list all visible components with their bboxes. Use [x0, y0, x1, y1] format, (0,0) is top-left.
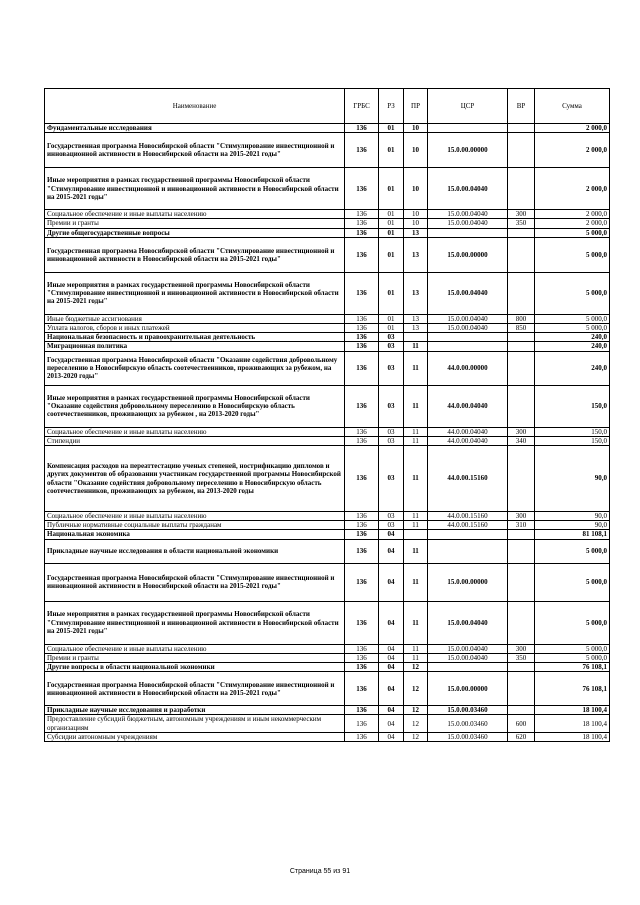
row-grbs-cell: 136: [345, 324, 379, 333]
row-pr-cell: 10: [404, 168, 428, 210]
row-csr-cell: 44.0.00.00000: [428, 351, 508, 385]
table-row: [45, 342, 610, 351]
row-sum-cell: 2 000,0: [535, 124, 610, 133]
row-grbs-cell: 136: [345, 219, 379, 228]
table-header-row: [45, 89, 610, 124]
table-row: [45, 324, 610, 333]
table-row: [45, 530, 610, 539]
row-grbs-cell: 136: [345, 732, 379, 741]
row-vr-cell: 340: [508, 436, 535, 445]
row-rz-cell: 01: [379, 228, 404, 237]
row-pr-cell: 10: [404, 133, 428, 168]
table-row: [45, 563, 610, 601]
row-pr-cell: 11: [404, 539, 428, 563]
row-grbs-cell: 136: [345, 385, 379, 427]
table-row: [45, 133, 610, 168]
row-rz-cell: 04: [379, 672, 404, 706]
row-sum-cell: 5 000,0: [535, 324, 610, 333]
row-grbs-cell: 136: [345, 653, 379, 662]
row-sum-cell: 5 000,0: [535, 539, 610, 563]
row-name-cell: Социальное обеспечение и иные выплаты населению: [45, 644, 345, 653]
row-pr-cell: 12: [404, 672, 428, 706]
row-sum-cell: 5 000,0: [535, 272, 610, 314]
row-rz-cell: 04: [379, 563, 404, 601]
row-name-cell: Иные мероприятия в рамках государственной программы Новосибирской области "Стимулирование инвестиционной и инновационной активности в Новосибирской области на 2015-2021 годы": [45, 272, 345, 314]
row-grbs-cell: 136: [345, 210, 379, 219]
row-vr-cell: [508, 539, 535, 563]
row-rz-cell: 01: [379, 133, 404, 168]
row-csr-cell: 44.0.00.04040: [428, 436, 508, 445]
table-row: [45, 333, 610, 342]
row-sum-cell: 5 000,0: [535, 314, 610, 323]
row-grbs-cell: 136: [345, 237, 379, 272]
table-row: [45, 521, 610, 530]
row-vr-cell: [508, 706, 535, 715]
row-name-cell: Уплата налогов, сборов и иных платежей: [45, 324, 345, 333]
row-csr-cell: 44.0.00.15160: [428, 512, 508, 521]
row-name-cell: Прикладные научные исследования и разработки: [45, 706, 345, 715]
row-sum-cell: 90,0: [535, 521, 610, 530]
row-name-cell: Публичные нормативные социальные выплаты гражданам: [45, 521, 345, 530]
row-rz-cell: 04: [379, 715, 404, 732]
row-rz-cell: 03: [379, 342, 404, 351]
row-pr-cell: 11: [404, 446, 428, 512]
header-rz: РЗ: [379, 89, 404, 124]
row-vr-cell: [508, 446, 535, 512]
row-vr-cell: 800: [508, 314, 535, 323]
row-vr-cell: [508, 272, 535, 314]
row-grbs-cell: 136: [345, 272, 379, 314]
row-sum-cell: 5 000,0: [535, 653, 610, 662]
table-row: [45, 228, 610, 237]
row-rz-cell: 04: [379, 732, 404, 741]
table-row: [45, 446, 610, 512]
row-vr-cell: 600: [508, 715, 535, 732]
row-pr-cell: 12: [404, 663, 428, 672]
row-name-cell: Стипендии: [45, 436, 345, 445]
row-pr-cell: 11: [404, 512, 428, 521]
row-grbs-cell: 136: [345, 521, 379, 530]
row-rz-cell: 04: [379, 653, 404, 662]
row-pr-cell: 12: [404, 732, 428, 741]
row-grbs-cell: 136: [345, 168, 379, 210]
table-row: [45, 124, 610, 133]
row-vr-cell: [508, 342, 535, 351]
row-rz-cell: 03: [379, 446, 404, 512]
row-rz-cell: 03: [379, 512, 404, 521]
row-csr-cell: 15.0.00.04040: [428, 168, 508, 210]
table-row: [45, 210, 610, 219]
row-rz-cell: 03: [379, 521, 404, 530]
row-rz-cell: 04: [379, 644, 404, 653]
row-csr-cell: 15.0.00.03460: [428, 732, 508, 741]
row-sum-cell: 2 000,0: [535, 133, 610, 168]
row-rz-cell: 04: [379, 539, 404, 563]
row-csr-cell: 15.0.00.04040: [428, 210, 508, 219]
row-grbs-cell: 136: [345, 539, 379, 563]
row-grbs-cell: 136: [345, 427, 379, 436]
row-csr-cell: 15.0.00.04040: [428, 324, 508, 333]
row-sum-cell: 90,0: [535, 446, 610, 512]
row-sum-cell: 5 000,0: [535, 601, 610, 644]
row-pr-cell: 13: [404, 228, 428, 237]
row-vr-cell: 620: [508, 732, 535, 741]
row-vr-cell: 350: [508, 219, 535, 228]
table-row: [45, 237, 610, 272]
header-grbs: ГРБС: [345, 89, 379, 124]
row-sum-cell: 240,0: [535, 351, 610, 385]
row-csr-cell: 15.0.00.04040: [428, 314, 508, 323]
row-csr-cell: 44.0.00.04040: [428, 427, 508, 436]
row-name-cell: Предоставление субсидий бюджетным, автономным учреждениям и иным некоммерческим организациям: [45, 715, 345, 732]
row-grbs-cell: 136: [345, 436, 379, 445]
row-vr-cell: [508, 237, 535, 272]
row-grbs-cell: 136: [345, 133, 379, 168]
row-csr-cell: 15.0.00.04040: [428, 653, 508, 662]
row-csr-cell: 15.0.00.04040: [428, 601, 508, 644]
row-sum-cell: 240,0: [535, 333, 610, 342]
table-row: [45, 436, 610, 445]
row-pr-cell: 10: [404, 219, 428, 228]
row-sum-cell: 18 100,4: [535, 732, 610, 741]
row-grbs-cell: 136: [345, 706, 379, 715]
row-csr-cell: 15.0.00.04040: [428, 272, 508, 314]
row-name-cell: Компенсация расходов на переаттестацию ученых степеней, нострификацию дипломов и других документов об образовании участникам государственной программы Новосибирской области "Оказание содействия добровольному переселению в Новосибирскую область соотечественников, проживающих за рубежом, на 2013-2020 годы: [45, 446, 345, 512]
row-name-cell: Иные мероприятия в рамках государственной программы Новосибирской области "Оказание содействия добровольному переселению в Новосибирскую область соотечественников, проживающих за рубежом , на 2013-2020 годы": [45, 385, 345, 427]
row-name-cell: Государственная программа Новосибирской области "Стимулирование инвестиционной и инновационной активности в Новосибирской области на 2015-2021 годы": [45, 237, 345, 272]
header-csr: ЦСР: [428, 89, 508, 124]
table-row: [45, 672, 610, 706]
row-grbs-cell: 136: [345, 601, 379, 644]
table-row: [45, 715, 610, 732]
row-pr-cell: 11: [404, 521, 428, 530]
row-vr-cell: [508, 601, 535, 644]
row-csr-cell: [428, 663, 508, 672]
row-csr-cell: 15.0.00.00000: [428, 133, 508, 168]
row-name-cell: Социальное обеспечение и иные выплаты населению: [45, 427, 345, 436]
row-pr-cell: 11: [404, 342, 428, 351]
row-csr-cell: [428, 530, 508, 539]
row-vr-cell: 300: [508, 210, 535, 219]
row-vr-cell: 300: [508, 644, 535, 653]
row-grbs-cell: 136: [345, 563, 379, 601]
row-pr-cell: 13: [404, 324, 428, 333]
table-row: [45, 601, 610, 644]
row-pr-cell: 11: [404, 601, 428, 644]
row-csr-cell: [428, 342, 508, 351]
table-row: [45, 314, 610, 323]
budget-table: [44, 88, 610, 742]
row-sum-cell: 240,0: [535, 342, 610, 351]
row-rz-cell: 03: [379, 351, 404, 385]
row-grbs-cell: 136: [345, 715, 379, 732]
row-pr-cell: [404, 530, 428, 539]
row-pr-cell: 10: [404, 210, 428, 219]
row-rz-cell: 03: [379, 427, 404, 436]
row-name-cell: Государственная программа Новосибирской области "Стимулирование инвестиционной и инновационной активности в Новосибирской области на 2015-2021 годы": [45, 133, 345, 168]
row-sum-cell: 81 108,1: [535, 530, 610, 539]
row-vr-cell: [508, 530, 535, 539]
table-row: [45, 732, 610, 741]
table-row: [45, 219, 610, 228]
row-pr-cell: 11: [404, 427, 428, 436]
row-sum-cell: 150,0: [535, 427, 610, 436]
row-grbs-cell: 136: [345, 333, 379, 342]
row-csr-cell: 15.0.00.00000: [428, 237, 508, 272]
row-vr-cell: 310: [508, 521, 535, 530]
row-csr-cell: 44.0.00.15160: [428, 446, 508, 512]
row-sum-cell: 5 000,0: [535, 228, 610, 237]
row-vr-cell: [508, 385, 535, 427]
row-pr-cell: 11: [404, 385, 428, 427]
row-name-cell: Миграционная политика: [45, 342, 345, 351]
row-sum-cell: 2 000,0: [535, 210, 610, 219]
row-pr-cell: 12: [404, 715, 428, 732]
row-name-cell: Национальная экономика: [45, 530, 345, 539]
row-grbs-cell: 136: [345, 314, 379, 323]
row-sum-cell: 2 000,0: [535, 219, 610, 228]
row-sum-cell: 76 108,1: [535, 672, 610, 706]
row-vr-cell: 850: [508, 324, 535, 333]
row-rz-cell: 01: [379, 237, 404, 272]
row-name-cell: Премии и гранты: [45, 219, 345, 228]
row-grbs-cell: 136: [345, 644, 379, 653]
row-pr-cell: 13: [404, 314, 428, 323]
row-sum-cell: 150,0: [535, 385, 610, 427]
row-sum-cell: 2 000,0: [535, 168, 610, 210]
row-name-cell: Субсидии автономным учреждениям: [45, 732, 345, 741]
table-row: [45, 663, 610, 672]
row-rz-cell: 04: [379, 601, 404, 644]
row-sum-cell: 5 000,0: [535, 563, 610, 601]
row-pr-cell: 11: [404, 563, 428, 601]
row-vr-cell: [508, 663, 535, 672]
row-rz-cell: 01: [379, 124, 404, 133]
row-csr-cell: [428, 539, 508, 563]
row-sum-cell: 18 100,4: [535, 706, 610, 715]
row-vr-cell: 350: [508, 653, 535, 662]
row-pr-cell: 13: [404, 272, 428, 314]
row-name-cell: Прикладные научные исследования в области национальной экономики: [45, 539, 345, 563]
row-vr-cell: [508, 672, 535, 706]
row-sum-cell: 5 000,0: [535, 237, 610, 272]
table-row: [45, 512, 610, 521]
row-csr-cell: 44.0.00.04040: [428, 385, 508, 427]
table-row: [45, 706, 610, 715]
row-sum-cell: 18 100,4: [535, 715, 610, 732]
row-name-cell: Фундаментальные исследования: [45, 124, 345, 133]
row-name-cell: Иные мероприятия в рамках государственной программы Новосибирской области "Стимулирование инвестиционной и инновационной активности в Новосибирской области на 2015-2021 годы": [45, 168, 345, 210]
row-vr-cell: [508, 168, 535, 210]
row-csr-cell: [428, 333, 508, 342]
row-grbs-cell: 136: [345, 512, 379, 521]
row-csr-cell: 15.0.00.04040: [428, 644, 508, 653]
row-pr-cell: 12: [404, 706, 428, 715]
row-name-cell: Премии и гранты: [45, 653, 345, 662]
row-rz-cell: 01: [379, 210, 404, 219]
table-row: [45, 539, 610, 563]
row-sum-cell: 150,0: [535, 436, 610, 445]
row-rz-cell: 01: [379, 324, 404, 333]
row-pr-cell: 11: [404, 351, 428, 385]
row-name-cell: Социальное обеспечение и иные выплаты населению: [45, 512, 345, 521]
table-row: [45, 385, 610, 427]
row-grbs-cell: 136: [345, 351, 379, 385]
row-name-cell: Иные мероприятия в рамках государственной программы Новосибирской области "Стимулирование инвестиционной и инновационной активности в Новосибирской области на 2015-2021 годы": [45, 601, 345, 644]
row-csr-cell: 15.0.00.03460: [428, 715, 508, 732]
row-name-cell: Социальное обеспечение и иные выплаты населению: [45, 210, 345, 219]
row-vr-cell: [508, 133, 535, 168]
row-vr-cell: [508, 124, 535, 133]
row-grbs-cell: 136: [345, 228, 379, 237]
row-name-cell: Государственная программа Новосибирской области "Стимулирование инвестиционной и инновационной активности в Новосибирской области на 2015-2021 годы": [45, 672, 345, 706]
row-rz-cell: 03: [379, 385, 404, 427]
row-rz-cell: 01: [379, 219, 404, 228]
row-csr-cell: 15.0.00.03460: [428, 706, 508, 715]
row-rz-cell: 01: [379, 314, 404, 323]
row-grbs-cell: 136: [345, 124, 379, 133]
header-sum: Сумма: [535, 89, 610, 124]
row-pr-cell: 11: [404, 653, 428, 662]
row-pr-cell: 10: [404, 124, 428, 133]
row-name-cell: Другие общегосударственные вопросы: [45, 228, 345, 237]
row-grbs-cell: 136: [345, 446, 379, 512]
row-vr-cell: 300: [508, 427, 535, 436]
table-row: [45, 351, 610, 385]
row-grbs-cell: 136: [345, 530, 379, 539]
row-csr-cell: 15.0.00.00000: [428, 563, 508, 601]
row-sum-cell: 90,0: [535, 512, 610, 521]
table-body: [45, 124, 610, 742]
row-vr-cell: [508, 333, 535, 342]
header-pr: ПР: [404, 89, 428, 124]
row-rz-cell: 04: [379, 530, 404, 539]
row-name-cell: Иные бюджетные ассигнования: [45, 314, 345, 323]
table-row: [45, 272, 610, 314]
row-grbs-cell: 136: [345, 663, 379, 672]
row-sum-cell: 5 000,0: [535, 644, 610, 653]
header-vr: ВР: [508, 89, 535, 124]
row-rz-cell: 03: [379, 333, 404, 342]
page-number: Страница 55 из 91: [289, 868, 351, 875]
row-csr-cell: 15.0.00.00000: [428, 672, 508, 706]
row-pr-cell: 11: [404, 436, 428, 445]
row-rz-cell: 01: [379, 272, 404, 314]
row-csr-cell: [428, 124, 508, 133]
row-vr-cell: [508, 563, 535, 601]
row-pr-cell: [404, 333, 428, 342]
row-pr-cell: 11: [404, 644, 428, 653]
row-csr-cell: [428, 228, 508, 237]
row-rz-cell: 03: [379, 436, 404, 445]
row-pr-cell: 13: [404, 237, 428, 272]
row-rz-cell: 04: [379, 663, 404, 672]
row-name-cell: Другие вопросы в области национальной экономики: [45, 663, 345, 672]
table-row: [45, 427, 610, 436]
row-vr-cell: [508, 351, 535, 385]
row-name-cell: Государственная программа Новосибирской области "Стимулирование инвестиционной и инновационной активности в Новосибирской области на 2015-2021 годы": [45, 563, 345, 601]
row-csr-cell: 44.0.00.15160: [428, 521, 508, 530]
row-vr-cell: 300: [508, 512, 535, 521]
header-name: Наименование: [45, 89, 345, 124]
row-name-cell: Государственная программа Новосибирской области "Оказание содействия добровольному переселению в Новосибирскую область соотечественников, проживающих за рубежом, на 2013-2020 годы": [45, 351, 345, 385]
row-csr-cell: 15.0.00.04040: [428, 219, 508, 228]
row-grbs-cell: 136: [345, 342, 379, 351]
row-rz-cell: 01: [379, 168, 404, 210]
table-row: [45, 653, 610, 662]
row-grbs-cell: 136: [345, 672, 379, 706]
row-vr-cell: [508, 228, 535, 237]
table-row: [45, 168, 610, 210]
table-row: [45, 644, 610, 653]
row-rz-cell: 04: [379, 706, 404, 715]
row-name-cell: Национальная безопасность и правоохранительная деятельность: [45, 333, 345, 342]
row-sum-cell: 76 108,1: [535, 663, 610, 672]
